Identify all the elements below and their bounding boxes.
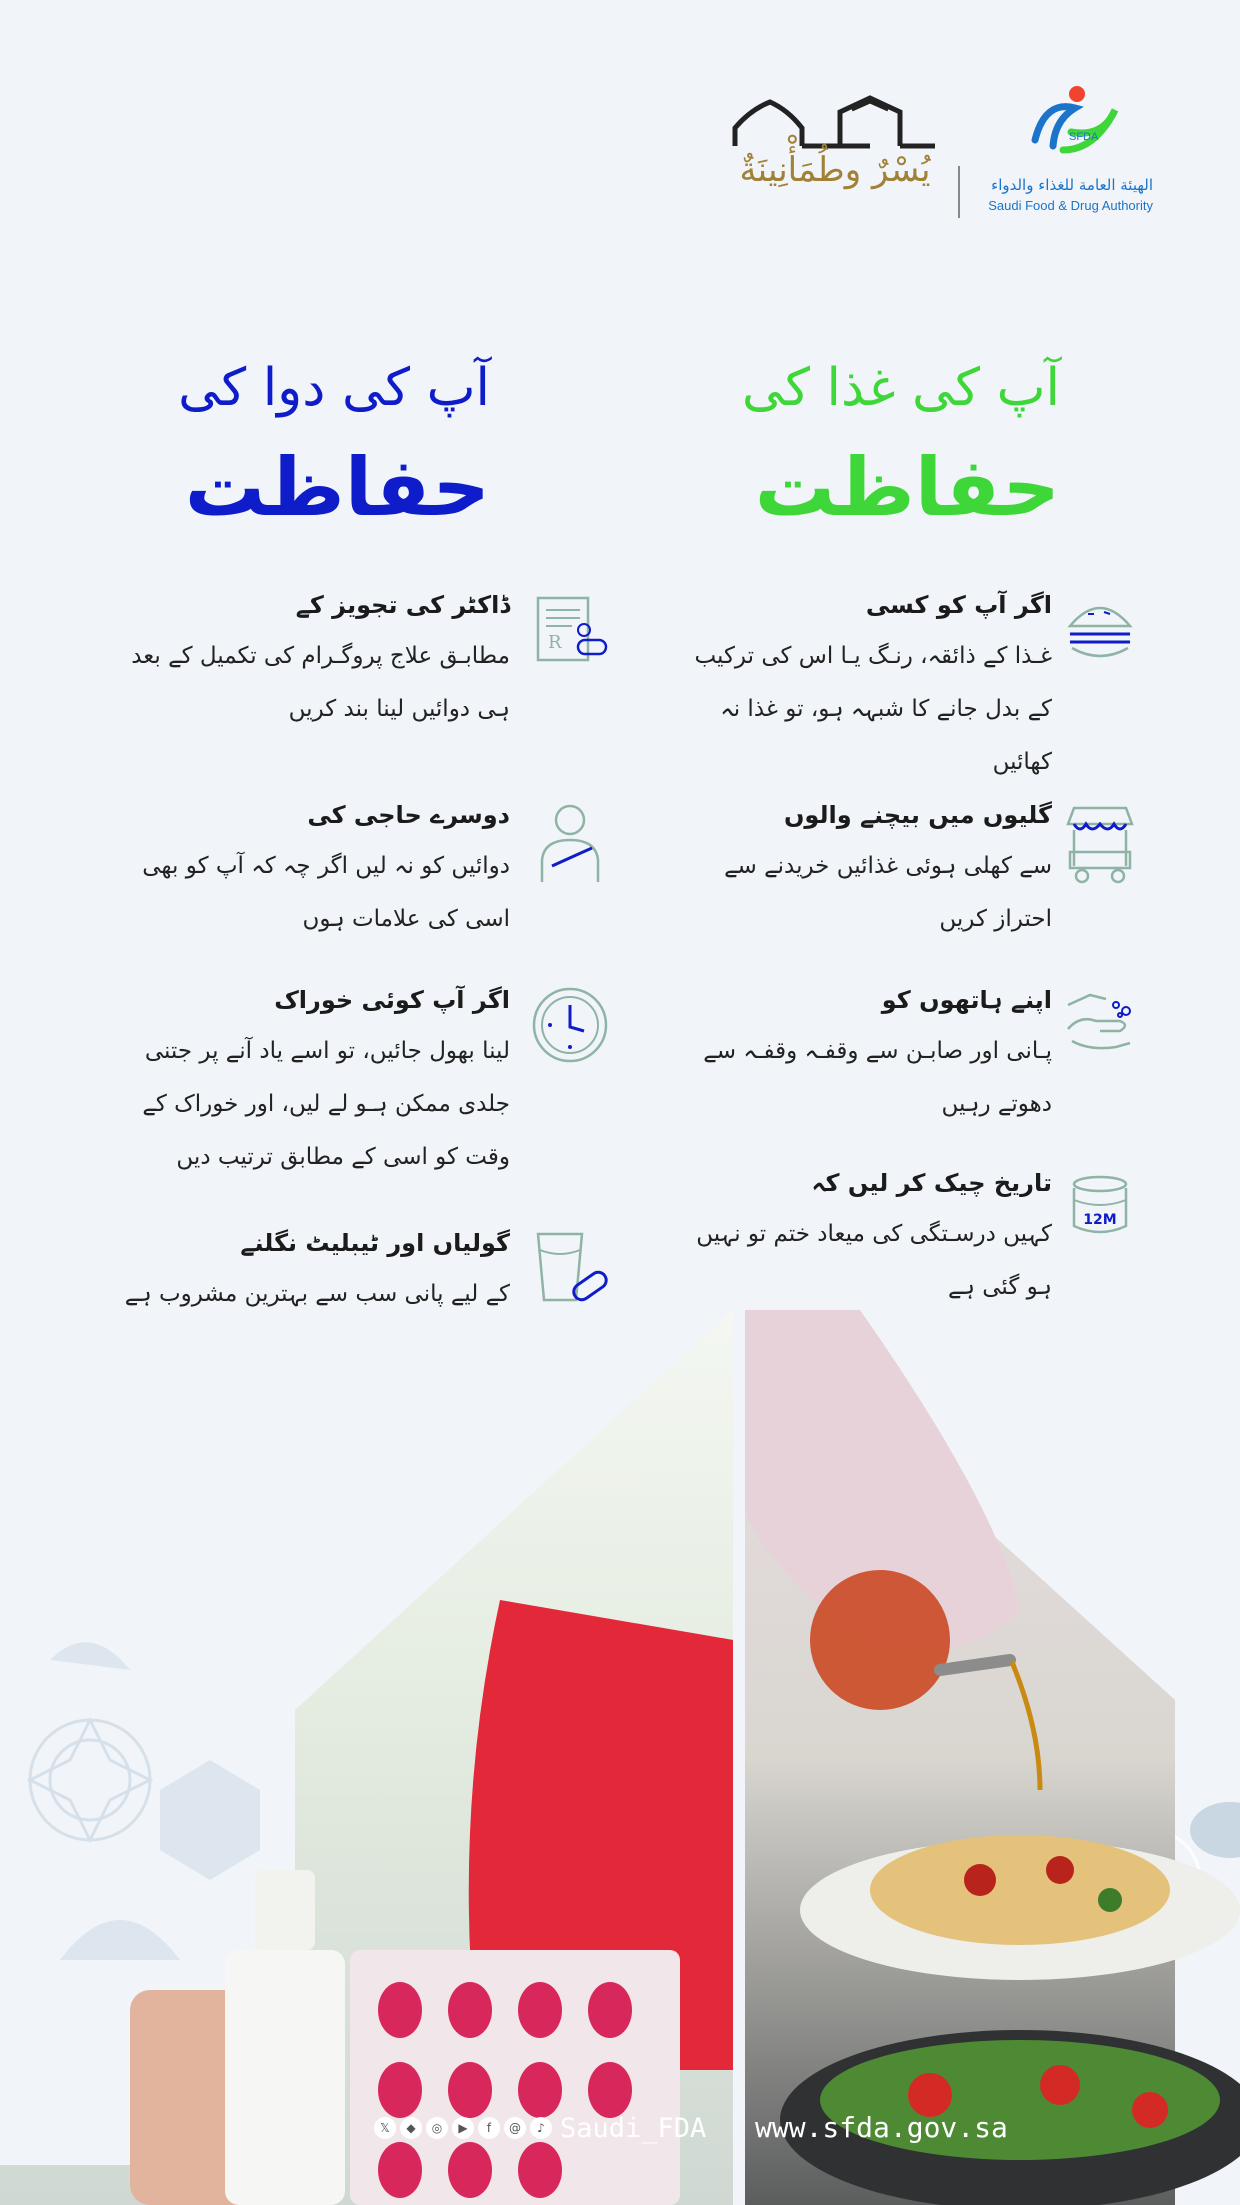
food-item-body: کہیں درسـتگی کی میعاد ختم تو نہیں ہو گئی ہے — [696, 1221, 1052, 1300]
food-item — [670, 985, 1140, 1135]
food-photo — [745, 1310, 1240, 2205]
food-title: حفاظت — [754, 441, 1060, 534]
hand-washing-icon — [1060, 985, 1140, 1065]
expiry-badge: 12M — [1083, 1212, 1117, 1228]
header-logos — [720, 80, 1160, 230]
food-item-heading: اپنے ہاتھوں کو — [881, 986, 1052, 1014]
food-cart-icon — [1060, 800, 1140, 880]
food-item-heading: اگر آپ کو کسی — [865, 591, 1052, 619]
water-pill-icon — [530, 1228, 610, 1308]
sfda-mark-text: SFDA — [1069, 131, 1099, 143]
instagram-icon[interactable]: ◎ — [426, 2117, 448, 2139]
medicine-item-heading: ڈاکٹر کی تجویز کے — [295, 591, 510, 619]
prescription-icon — [530, 590, 610, 670]
social-handle[interactable]: Saudi_FDA — [560, 2112, 707, 2144]
photo-panels — [0, 1310, 1240, 2205]
medicine-item — [110, 590, 610, 740]
tiktok-icon[interactable]: ♪ — [530, 2117, 552, 2139]
expiry-jar-icon — [1060, 1168, 1140, 1248]
youtube-icon[interactable]: ▶ — [452, 2117, 474, 2139]
medicine-item-body: لینا بھول جائیں، تو اسے یاد آنے پر جتنی جلدی ممکن ہـو لے لیں، اور خوراک کے وقت کو اسی کے مطابق ترتیب دیں — [142, 1038, 510, 1170]
facebook-icon[interactable]: f — [478, 2117, 500, 2139]
medicine-item-heading: دوسرے حاجی کی — [307, 801, 510, 829]
svg-text:R: R — [548, 632, 562, 653]
food-item — [670, 800, 1140, 950]
yusr-tagline: يُسْرٌ وطُمَأْنِينَةٌ — [739, 150, 931, 190]
medicine-item-body: مطابـق علاج پروگـرام کی تکمیل کے بعد ہی دوائیں لینا بند کریں — [131, 643, 510, 722]
food-item-body: پـانی اور صابـن سے وقفـہ وقفـہ سے دھوتے رہیں — [703, 1038, 1052, 1117]
medicine-item-body: دوائیں کو نہ لیں اگر چہ کہ آپ کو بھی اسی کی علامات ہوں — [142, 853, 510, 932]
medicine-item — [110, 800, 610, 950]
food-subtitle: آپ کی غذا کی — [741, 358, 1060, 418]
medicine-title: حفاظت — [184, 441, 490, 534]
social-bar — [370, 2108, 730, 2148]
medicine-item-heading: اگر آپ کوئی خوراک — [274, 986, 510, 1014]
medicine-item — [110, 985, 610, 1185]
sfda-name-ar: الهيئة العامة للغذاء والدواء — [991, 176, 1153, 194]
pilgrim-icon — [530, 800, 610, 880]
clock-icon — [530, 985, 610, 1065]
medicine-item-body: کے لیے پانی سب سے بہترین مشروب ہے — [124, 1281, 510, 1307]
medicine-subtitle: آپ کی دوا کی — [178, 358, 490, 418]
food-item-heading: تاریخ چیک کر لیں کہ — [811, 1169, 1052, 1197]
x-icon[interactable]: 𝕏 — [374, 2117, 396, 2139]
food-item-body: سے کھلی ہوئی غذائیں خریدنے سے احتراز کریں — [724, 853, 1052, 932]
sfda-logo — [975, 80, 1155, 220]
logo-divider — [958, 166, 960, 218]
sfda-name-en: Saudi Food & Drug Authority — [988, 198, 1153, 213]
food-item — [670, 1168, 1140, 1318]
food-item-body: غـذا کے ذائقہ، رنـگ یـا اس کی ترکیب کے بدل جانے کا شبہہ ہو، تو غذا نہ کھائیں — [694, 643, 1052, 775]
medicine-photo — [0, 1310, 733, 2205]
yusr-arch-icon — [730, 88, 940, 158]
burger-icon — [1060, 590, 1140, 670]
threads-icon[interactable]: @ — [504, 2117, 526, 2139]
snapchat-icon[interactable]: ◆ — [400, 2117, 422, 2139]
food-item — [670, 590, 1140, 775]
website-link[interactable]: www.sfda.gov.sa — [755, 2111, 1008, 2144]
medicine-item-heading: گولیاں اور ٹیبلیٹ نگلنے — [240, 1229, 510, 1257]
food-item-heading: گلیوں میں بیچنے والوں — [783, 801, 1052, 829]
yusr-logo — [730, 88, 940, 218]
sfda-mark-icon — [975, 80, 1155, 170]
